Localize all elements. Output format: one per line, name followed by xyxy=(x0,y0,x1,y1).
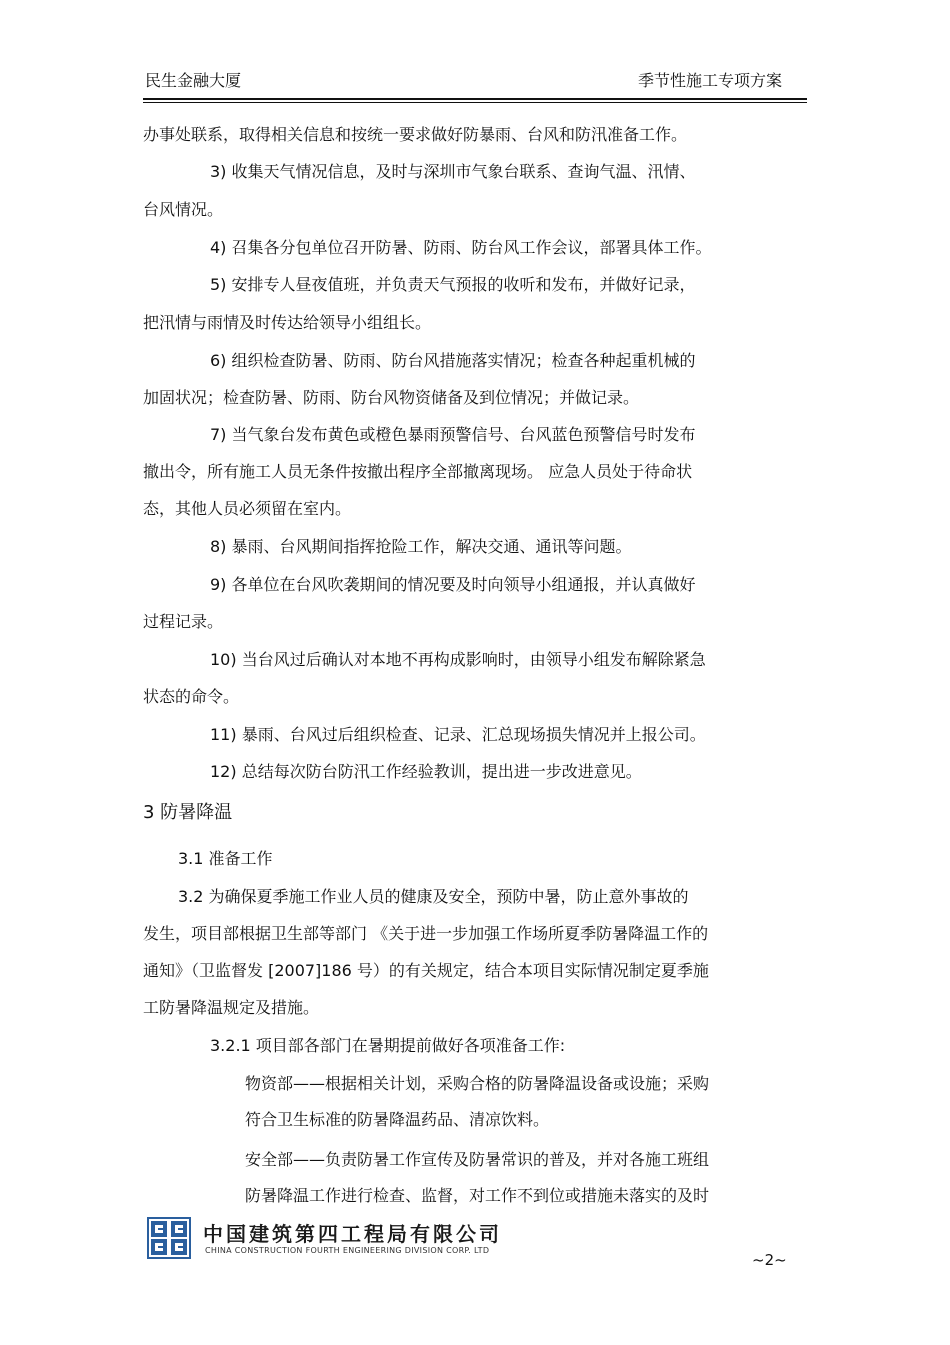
company-name-en: CHINA CONSTRUCTION FOURTH ENGINEERING DIVISION CORP. LTD xyxy=(205,1246,490,1255)
body-line: 9) 各单位在台风吹袭期间的情况要及时向领导小组通报，并认真做好 xyxy=(210,575,696,594)
body-line: 台风情况。 xyxy=(143,200,224,219)
body-line: 8) 暴雨、台风期间指挥抢险工作，解决交通、通讯等问题。 xyxy=(210,537,632,556)
body-line: 6) 组织检查防暑、防雨、防台风措施落实情况；检查各种起重机械的 xyxy=(210,351,696,370)
body-line: 态，其他人员必须留在室内。 xyxy=(143,499,352,518)
body-line: 7) 当气象台发布黄色或橙色暴雨预警信号、台风蓝色预警信号时发布 xyxy=(210,425,696,444)
body-line: 发生，项目部根据卫生部等部门 《关于进一步加强工作场所夏季防暑降温工作的 xyxy=(143,924,709,943)
body-line: 3.2 为确保夏季施工作业人员的健康及安全，预防中暑，防止意外事故的 xyxy=(178,887,689,906)
header-rule-thin xyxy=(143,102,807,103)
section-heading: 3 防暑降温 xyxy=(143,802,233,823)
body-line: 11) 暴雨、台风过后组织检查、记录、汇总现场损失情况并上报公司。 xyxy=(210,725,706,744)
body-line: 5) 安排专人昼夜值班，并负责天气预报的收听和发布，并做好记录， xyxy=(210,275,696,294)
body-line: 符合卫生标准的防暑降温药品、清凉饮料。 xyxy=(245,1110,550,1129)
body-line: 防暑降温工作进行检查、监督，对工作不到位或措施未落实的及时 xyxy=(245,1186,710,1205)
body-line: 办事处联系，取得相关信息和按统一要求做好防暴雨、台风和防汛准备工作。 xyxy=(143,125,688,144)
body-line: 状态的命令。 xyxy=(143,687,240,706)
body-line: 4) 召集各分包单位召开防暑、防雨、防台风工作会议，部署具体工作。 xyxy=(210,238,712,257)
header-document-title: 季节性施工专项方案 xyxy=(637,71,782,90)
company-name-cn: 中国建筑第四工程局有限公司 xyxy=(203,1222,502,1246)
body-line: 3.2.1 项目部各部门在暑期提前做好各项准备工作: xyxy=(210,1036,566,1055)
subsection-heading: 3.1 准备工作 xyxy=(178,849,273,868)
header-project-name: 民生金融大厦 xyxy=(145,71,242,90)
body-line: 加固状况；检查防暑、防雨、防台风物资储备及到位情况；并做记录。 xyxy=(143,388,640,407)
body-line: 安全部——负责防暑工作宣传及防暑常识的普及，并对各施工班组 xyxy=(245,1150,710,1169)
header-rule-thick xyxy=(143,98,807,100)
page-number: ~2~ xyxy=(752,1251,787,1269)
body-line: 12) 总结每次防台防汛工作经验教训，提出进一步改进意见。 xyxy=(210,762,642,781)
body-line: 物资部——根据相关计划，采购合格的防暑降温设备或设施；采购 xyxy=(245,1074,710,1093)
body-line: 工防暑降温规定及措施。 xyxy=(143,998,320,1017)
body-line: 把汛情与雨情及时传达给领导小组组长。 xyxy=(143,313,432,332)
body-line: 通知》（卫监督发 [2007]186 号）的有关规定，结合本项目实际情况制定夏季施 xyxy=(143,961,709,980)
body-line: 撤出令，所有施工人员无条件按撤出程序全部撤离现场。 应急人员处于待命状 xyxy=(143,462,693,481)
body-line: 过程记录。 xyxy=(143,612,224,631)
cscec-logo xyxy=(147,1217,191,1263)
body-line: 3) 收集天气情况信息，及时与深圳市气象台联系、查询气温、汛情、 xyxy=(210,162,696,181)
body-line: 10) 当台风过后确认对本地不再构成影响时，由领导小组发布解除紧急 xyxy=(210,650,706,669)
